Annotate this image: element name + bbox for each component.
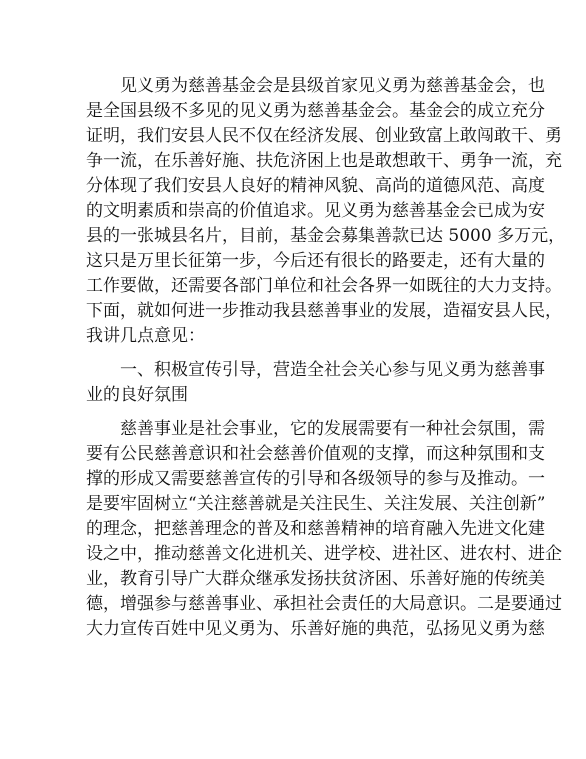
section-heading-line: 一、积极宣传引导，营造全社会关心参与见义勇为慈善事: [86, 360, 545, 380]
paragraph-line: 的理念，把慈善理念的普及和慈善精神的培育融入先进文化建: [86, 519, 545, 539]
paragraph-line: 下面，就如何进一步推动我县慈善事业的发展，造福安县人民，: [86, 301, 562, 321]
document-body: [86, 74, 566, 642]
paragraph-line: 大力宣传百姓中见义勇为、乐善好施的典范，弘扬见义勇为慈: [86, 619, 545, 639]
paragraph-line: 德，增强参与慈善事业、承担社会责任的大局意识。二是要通过: [86, 594, 562, 614]
paragraph-line: 见义勇为慈善基金会是县级首家见义勇为慈善基金会，也: [86, 76, 545, 96]
paragraph-line: 设之中，推动慈善文化进机关、进学校、进社区、进农村、进企: [86, 544, 562, 564]
paragraph-line: 是全国县级不多见的见义勇为慈善基金会。基金会的成立充分: [86, 101, 545, 121]
paragraph-line: 证明，我们安县人民不仅在经济发展、创业致富上敢闯敢干、勇: [86, 126, 562, 146]
paragraph-line: 要有公民慈善意识和社会慈善价值观的支撑，而这种氛围和支: [86, 444, 545, 464]
paragraph-line: 争一流，在乐善好施、扶危济困上也是敢想敢干、勇争一流，充: [86, 151, 562, 171]
paragraph-line: 业，教育引导广大群众继承发扬扶贫济困、乐善好施的传统美: [86, 569, 545, 589]
paragraph-line: 工作要做，还需要各部门单位和社会各界一如既往的大力支持。: [86, 276, 562, 296]
paragraph-spacer: [86, 408, 506, 417]
paragraph-line: 是要牢固树立“关注慈善就是关注民生、关注发展、关注创新”: [86, 494, 546, 514]
paragraph-line: 这只是万里长征第一步，今后还有很长的路要走，还有大量的: [86, 251, 545, 271]
paragraph-line: 的文明素质和崇高的价值追求。见义勇为慈善基金会已成为安: [86, 201, 545, 221]
section-heading-line: 业的良好氛围: [86, 385, 188, 405]
paragraph-spacer: [86, 349, 506, 358]
paragraph-line: 县的一张城县名片，目前，基金会募集善款已达 5000 多万元，: [86, 226, 566, 246]
paragraph-line: 慈善事业是社会事业，它的发展需要有一种社会氛围，需: [86, 419, 545, 439]
paragraph-line: 分体现了我们安县人良好的精神风貌、高尚的道德风范、高度: [86, 176, 545, 196]
paragraph-line: 撑的形成又需要慈善宣传的引导和各级领导的参与及推动。一: [86, 469, 545, 489]
paragraph-line: 我讲几点意见：: [86, 326, 205, 346]
